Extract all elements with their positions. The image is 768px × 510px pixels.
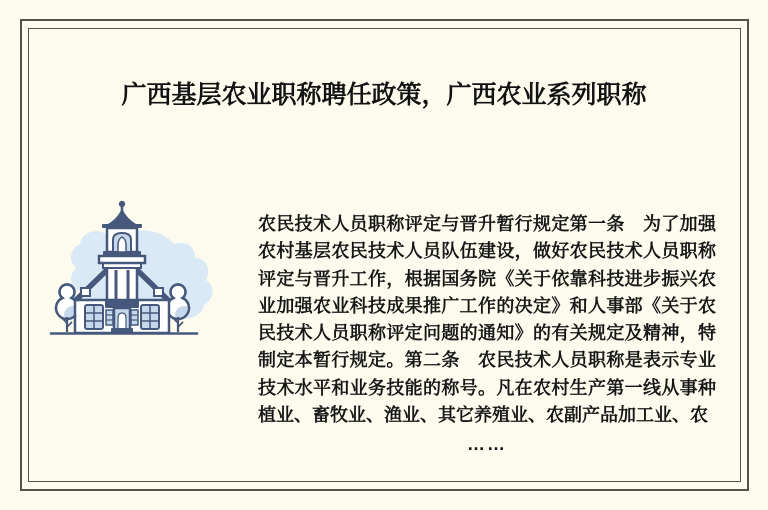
building-illustration (48, 188, 252, 338)
tower (99, 251, 145, 300)
article-excerpt (258, 211, 716, 459)
eave-block-right (154, 288, 163, 296)
entry-panel-left (106, 310, 113, 325)
eave-block-left (81, 288, 90, 296)
window-right (141, 305, 159, 329)
page-title: 广西基层农业职称聘任政策，广西农业系列职称 (121, 81, 647, 109)
entry-panel-right (131, 310, 138, 325)
article-ellipsis: …… (467, 434, 507, 455)
finial-ball (119, 201, 125, 207)
steeple-eave (102, 224, 142, 228)
door (114, 308, 130, 331)
belfry (102, 201, 142, 252)
window-left (85, 305, 103, 329)
article-body-text: 农民技术人员职称评定与晋升暂行规定第一条 为了加强农村基层农民技术人员队伍建设，做好农民技术人员职称评定与晋升工作，根据国务院《关于依靠科技进步振兴农业加强农业科技成果推广工作的决定》和人事部《关于农民技术人员职称评定问题的通知》的有关规定及精神，特制定本暂行规定。第二条 农民技术人员职称是表示专业技术水平和业务技能的称号。凡在农村生产第一线从事种植业、畜牧业、渔业、其它养殖业、农副产品加工业、农 (258, 214, 716, 426)
